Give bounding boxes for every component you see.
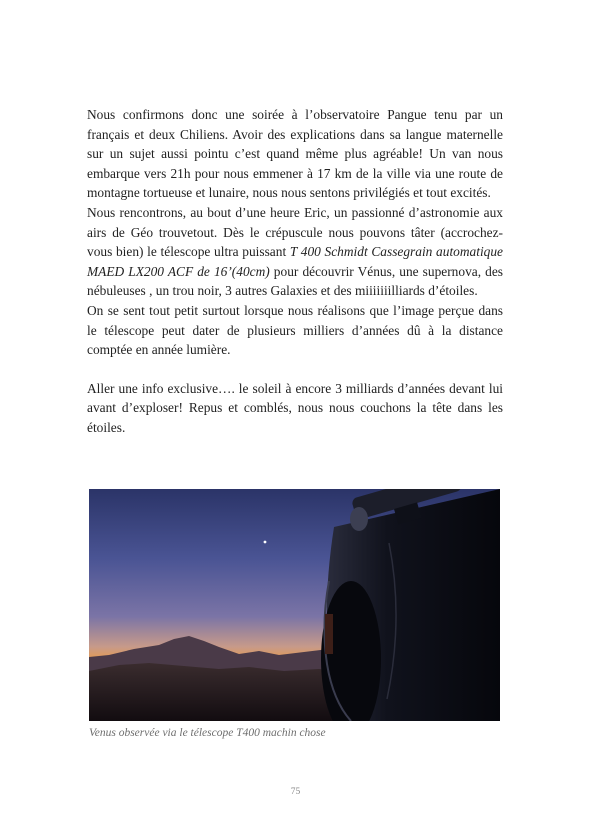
body-text	[87, 105, 503, 438]
venus-star	[264, 541, 267, 544]
paragraph-eric-before: Nous rencontrons, au bout d’une heure Eric, un passionné d’astronomie aux airs de Géo trouvetout. Dès le crépuscule nous pouvons tâter (accrochez-vous bien) le télescope ultra puissant	[87, 204, 503, 260]
paragraph-sun: Aller une info exclusive…. le soleil à encore 3 milliards d’années devant lui avant d’exploser! Repus et comblés, nous nous couchons la tête dans les étoiles.	[87, 380, 503, 435]
finder-scope-front	[350, 507, 368, 531]
paragraph-spacer	[87, 360, 503, 379]
paragraph-eric	[87, 203, 503, 301]
venus-photo-illustration	[89, 489, 500, 721]
photo-caption: Venus observée via le télescope T400 machin chose	[89, 727, 326, 739]
paragraph-eric-after: pour découvrir Vénus, une supernova, des nébuleuses , un trou noir, 3 autres Galaxies et des miiiiiiilliards d’étoiles.	[87, 263, 503, 299]
page-number: 75	[290, 787, 301, 797]
paragraph-observatory: Nous confirmons donc une soirée à l’observatoire Pangue tenu par un français et deux Chiliens. Avoir des explications dans sa langue maternelle sur un sujet aussi pointu c’est quand même plus agréable! Un van nous embarque vers 21h pour nous emmener à 17 km de la ville via une route de montagne tortueuse et lunaire, nous nous sentons privilégiés et tout excités.	[87, 107, 503, 201]
telescope-clamp	[325, 614, 333, 654]
telescope-model-name: T 400 Schmidt Cassegrain automatique MAED LX200 ACF de 16’(40cm)	[87, 244, 504, 279]
venus-photo	[89, 489, 500, 721]
paragraph-light-years: On se sent tout petit surtout lorsque nous réalisons que l’image perçue dans le télescope peut dater de plusieurs milliers d’années dû à la distance comptée en année lumière.	[87, 302, 503, 358]
